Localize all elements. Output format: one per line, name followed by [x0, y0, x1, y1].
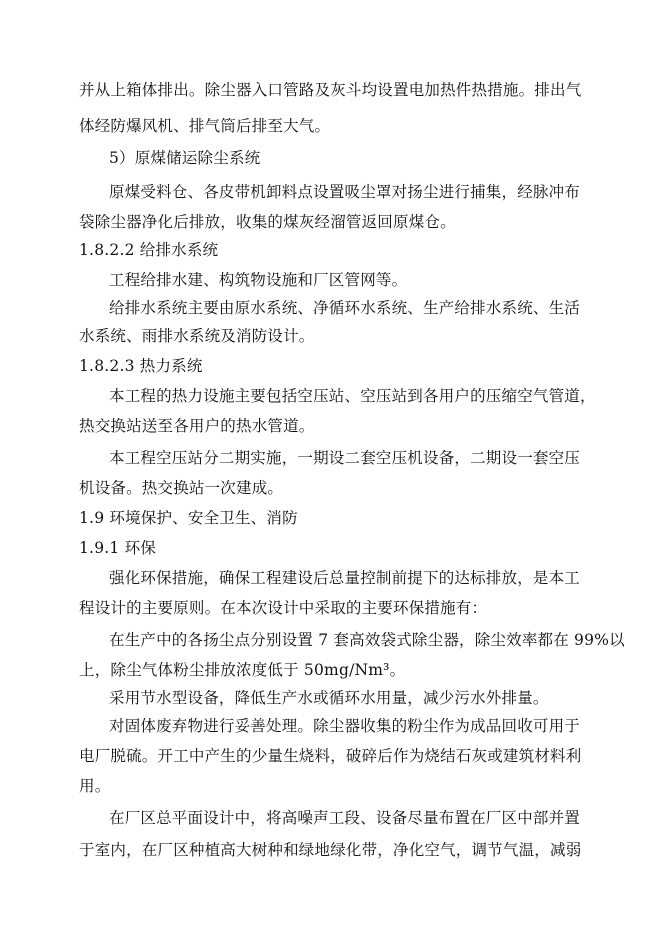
text-line: 对固体废弃物进行妥善处理。除尘器收集的粉尘作为成品回收可用于: [109, 717, 581, 735]
text-line: 袋除尘器净化后排放，收集的煤灰经溜管返回原煤仓。: [79, 213, 456, 231]
text-line: 水系统、雨排水系统及消防设计。: [79, 327, 315, 345]
text-line: 工程给排水建、构筑物设施和厂区管网等。: [109, 271, 408, 289]
section-heading: 1.9.1 环保: [79, 539, 156, 557]
text-line: 热交换站送至各用户的热水管道。: [79, 417, 315, 435]
text-line: 在生产中的各扬尘点分别设置 7 套高效袋式除尘器，除尘效率都在 99%以: [109, 631, 625, 649]
text-line: 原煤受料仓、各皮带机卸料点设置吸尘罩对扬尘进行捕集，经脉冲布: [109, 183, 581, 201]
text-line: 在厂区总平面设计中，将高噪声工段、设备尽量布置在厂区中部并置: [109, 809, 581, 827]
text-line: 电厂脱硫。开工中产生的少量生烧料，破碎后作为烧结石灰或建筑材料利: [79, 747, 582, 765]
section-heading: 5）原煤储运除尘系统: [109, 149, 261, 167]
section-heading: 1.8.2.3 热力系统: [79, 357, 203, 375]
text-line: 采用节水型设备，降低生产水或循环水用量，减少污水外排量。: [109, 689, 549, 707]
text-line: 体经防爆风机、排气筒后排至大气。: [79, 117, 331, 135]
text-line: 于室内，在厂区种植高大树种和绿地绿化带，净化空气，调节气温，减弱: [79, 841, 582, 859]
section-heading: 1.8.2.2 给排水系统: [79, 241, 219, 259]
text-line: 程设计的主要原则。在本次设计中采取的主要环保措施有：: [79, 599, 488, 617]
text-line: 上，除尘气体粉尘排放浓度低于 50mg/Nm³。: [79, 661, 406, 679]
text-line: 给排水系统主要由原水系统、净循环水系统、生产给排水系统、生活: [109, 299, 581, 317]
text-line: 强化环保措施，确保工程建设后总量控制前提下的达标排放，是本工: [109, 569, 581, 587]
text-line: 机设备。热交换站一次建成。: [79, 479, 284, 497]
text-line: 本工程空压站分二期实施，一期设二套空压机设备，二期设一套空压: [109, 449, 581, 467]
text-line: 用。: [79, 777, 111, 795]
section-heading: 1.9 环境保护、安全卫生、消防: [79, 509, 298, 527]
text-line: 本工程的热力设施主要包括空压站、空压站到各用户的压缩空气管道，: [109, 387, 596, 405]
text-line: 并从上箱体排出。除尘器入口管路及灰斗均设置电加热件热措施。排出气: [79, 81, 582, 99]
